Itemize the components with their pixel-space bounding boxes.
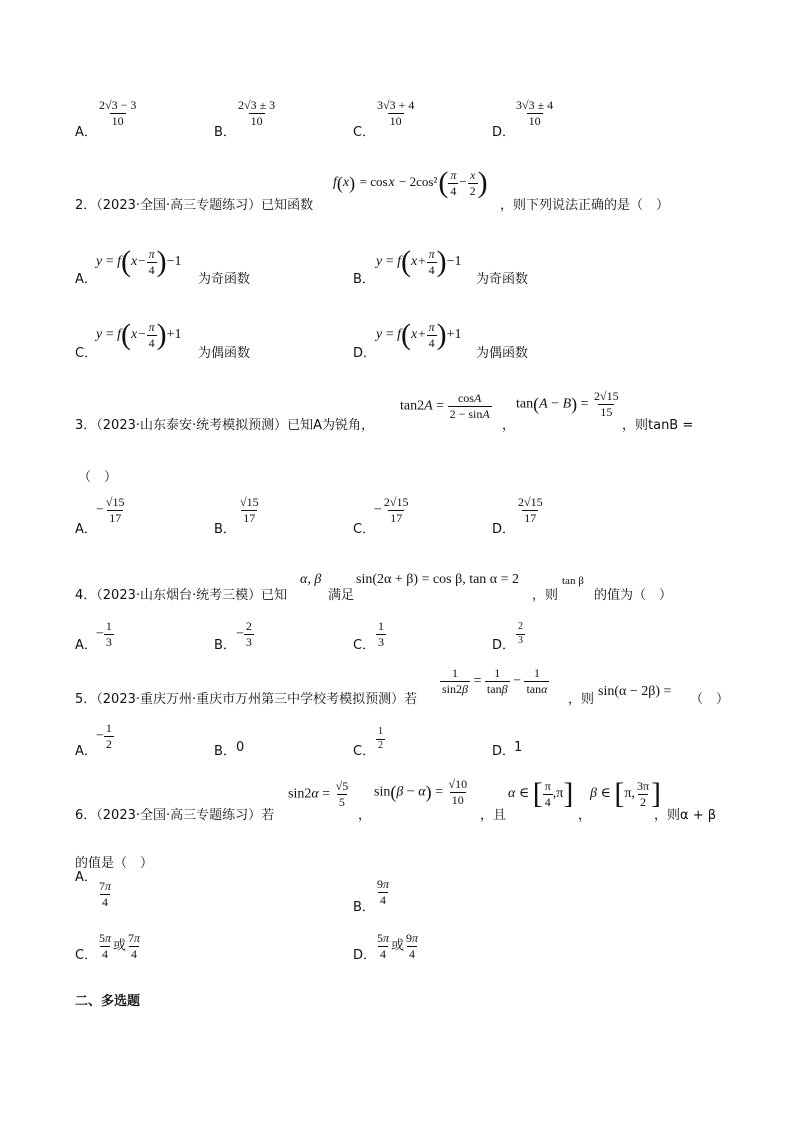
q2-stem: 2．（2023·全国·高三专题练习）已知函数: [75, 198, 314, 213]
q4-then: ，则: [532, 588, 559, 603]
q4-option-d-label: D．: [492, 638, 516, 653]
q3-answer-paren: （ ）: [78, 470, 118, 485]
q3-option-a-label: A．: [75, 522, 97, 537]
q6-and: ，且: [480, 808, 507, 823]
q6-comma-2: ，: [578, 808, 592, 823]
q3-stem-end: ，则tanB =: [622, 418, 694, 433]
q5-option-b-value: 0: [236, 740, 245, 755]
q5-option-a-value: − $\frac{1}{2}$: [96, 721, 112, 751]
q4-condition: sin(2α + β) = cos β, tan α = 2: [356, 572, 520, 587]
q5-answer-paren: （ ）: [690, 692, 730, 707]
q6-condition-1: sin2α = $\frac{√5}{5}$: [288, 779, 349, 809]
q2-option-a-label: A．: [75, 272, 97, 287]
q2-option-d-value: y = f(x+ $\frac{\pi}{4}$ )+1: [376, 318, 462, 351]
q2-option-c-label: C．: [75, 346, 98, 361]
q2-stem-end: ，则下列说法正确的是（ ）: [500, 198, 670, 213]
q3-option-d-value: $\frac{2√15}{17}$: [518, 495, 543, 525]
q4-option-c-label: C．: [353, 638, 376, 653]
q3-option-b-value: $\frac{√15}{17}$: [240, 495, 259, 525]
q6-comma: ，: [358, 808, 372, 823]
q4-stem: 4．（2023·山东烟台·统考三模）已知: [75, 588, 288, 603]
q5-option-c-value: $\frac{1}{2}$: [378, 726, 383, 751]
q2-option-a-value: y = f(x− $\frac{\pi}{4}$ )−1: [96, 245, 182, 278]
q6-option-d-value: $\frac{5\pi}{4}$ 或 $\frac{9\pi}{4}$: [377, 931, 419, 961]
q5-option-b-label: B．: [214, 744, 236, 759]
q4-option-b-value: − $\frac{2}{3}$: [236, 619, 252, 649]
q5-then: ，则: [568, 692, 595, 707]
q3-option-d-label: D．: [492, 522, 516, 537]
q6-alpha-range: α ∈ [ $\frac{\pi}{4}$ ,π]: [508, 777, 574, 810]
q6-stem-line2: 的值是（ ）: [75, 856, 154, 871]
q2-option-b-label: B．: [353, 272, 375, 287]
q1-option-a-value: $\frac{2√3 - 3}{10}$: [99, 98, 137, 128]
q4-target: tan β: [562, 575, 584, 587]
q1-option-d-label: D．: [492, 125, 516, 140]
q3-option-b-label: B．: [214, 522, 236, 537]
q4-option-c-value: $\frac{1}{3}$: [378, 619, 384, 649]
q4-option-d-value: $\frac{2}{3}$: [518, 621, 523, 646]
q2-option-a-suffix: 为奇函数: [198, 272, 251, 287]
q6-stem: 6．（2023·全国·高三专题练习）若: [75, 808, 275, 823]
q5-option-a-label: A．: [75, 744, 97, 759]
q1-option-a-label: A．: [75, 125, 97, 140]
q4-vars: α, β: [300, 572, 322, 587]
q3-comma: ，: [502, 418, 516, 433]
q5-condition: $\frac{1}{\sin 2\beta}$ = $\frac{1}{\tan\beta}$ − $\frac{1}{\tan\alpha}$: [442, 666, 548, 696]
q2-option-d-suffix: 为偶函数: [476, 346, 529, 361]
q5-option-d-value: 1: [514, 740, 523, 755]
q3-condition-1: tan2A = $\frac{\cos A}{2 - \sin A}$: [400, 391, 490, 421]
q4-mid: 满足: [328, 588, 355, 603]
q3-option-c-value: − $\frac{2√15}{17}$: [374, 495, 409, 525]
q5-option-c-label: C．: [353, 744, 376, 759]
q6-option-c-value: $\frac{5\pi}{4}$ 或 $\frac{7\pi}{4}$: [99, 931, 141, 961]
q3-option-a-value: − $\frac{√15}{17}$: [96, 495, 125, 525]
q6-option-a-label: A．: [75, 870, 97, 885]
q2-option-b-suffix: 为奇函数: [476, 272, 529, 287]
q6-option-b-label: B．: [353, 900, 375, 915]
q6-option-a-value: $\frac{7\pi}{4}$: [99, 879, 112, 909]
q6-stem-end: ，则α + β: [654, 808, 717, 823]
q4-option-b-label: B．: [214, 638, 236, 653]
q2-option-c-suffix: 为偶函数: [198, 346, 251, 361]
q6-option-d-label: D．: [353, 948, 377, 963]
q6-option-b-value: $\frac{9\pi}{4}$: [377, 877, 390, 907]
q5-option-d-label: D．: [492, 744, 516, 759]
q2-option-b-value: y = f(x+ $\frac{\pi}{4}$ )−1: [376, 245, 462, 278]
q2-option-d-label: D．: [353, 346, 377, 361]
q3-option-c-label: C．: [353, 522, 376, 537]
q3-condition-2: tan(A − B) = $\frac{2√15}{15}$: [516, 389, 619, 419]
q1-option-b-label: B．: [214, 125, 236, 140]
q6-option-c-label: C．: [75, 948, 98, 963]
section-title-multiple-choice: 二、多选题: [75, 994, 141, 1009]
q4-stem-end: 的值为（ ）: [594, 588, 673, 603]
q1-option-b-value: $\frac{2√3 \pm 3}{10}$: [238, 98, 276, 128]
q1-option-c-label: C．: [353, 125, 376, 140]
q6-beta-range: β ∈ [π, $\frac{3\pi}{2}$ ]: [590, 777, 661, 810]
q6-condition-2: sin(β − α) = $\frac{√10}{10}$: [374, 777, 468, 807]
q2-option-c-value: y = f(x− $\frac{\pi}{4}$ )+1: [96, 318, 182, 351]
q5-target: sin(α − 2β) =: [598, 684, 672, 699]
q4-option-a-value: − $\frac{1}{3}$: [96, 619, 112, 649]
q1-option-d-value: $\frac{3√3 \pm 4}{10}$: [516, 98, 554, 128]
q5-stem: 5．（2023·重庆万州·重庆市万州第三中学校考模拟预测）若: [75, 692, 418, 707]
q3-stem: 3．（2023·山东泰安·统考模拟预测）已知A为锐角，: [75, 418, 375, 433]
q4-option-a-label: A．: [75, 638, 97, 653]
q2-function: f(x) = cosx − 2cos²( $\frac{\pi}{4}$ − $\frac{x}{2}$ ): [333, 166, 488, 199]
q1-option-c-value: $\frac{3√3 + 4}{10}$: [377, 98, 415, 128]
